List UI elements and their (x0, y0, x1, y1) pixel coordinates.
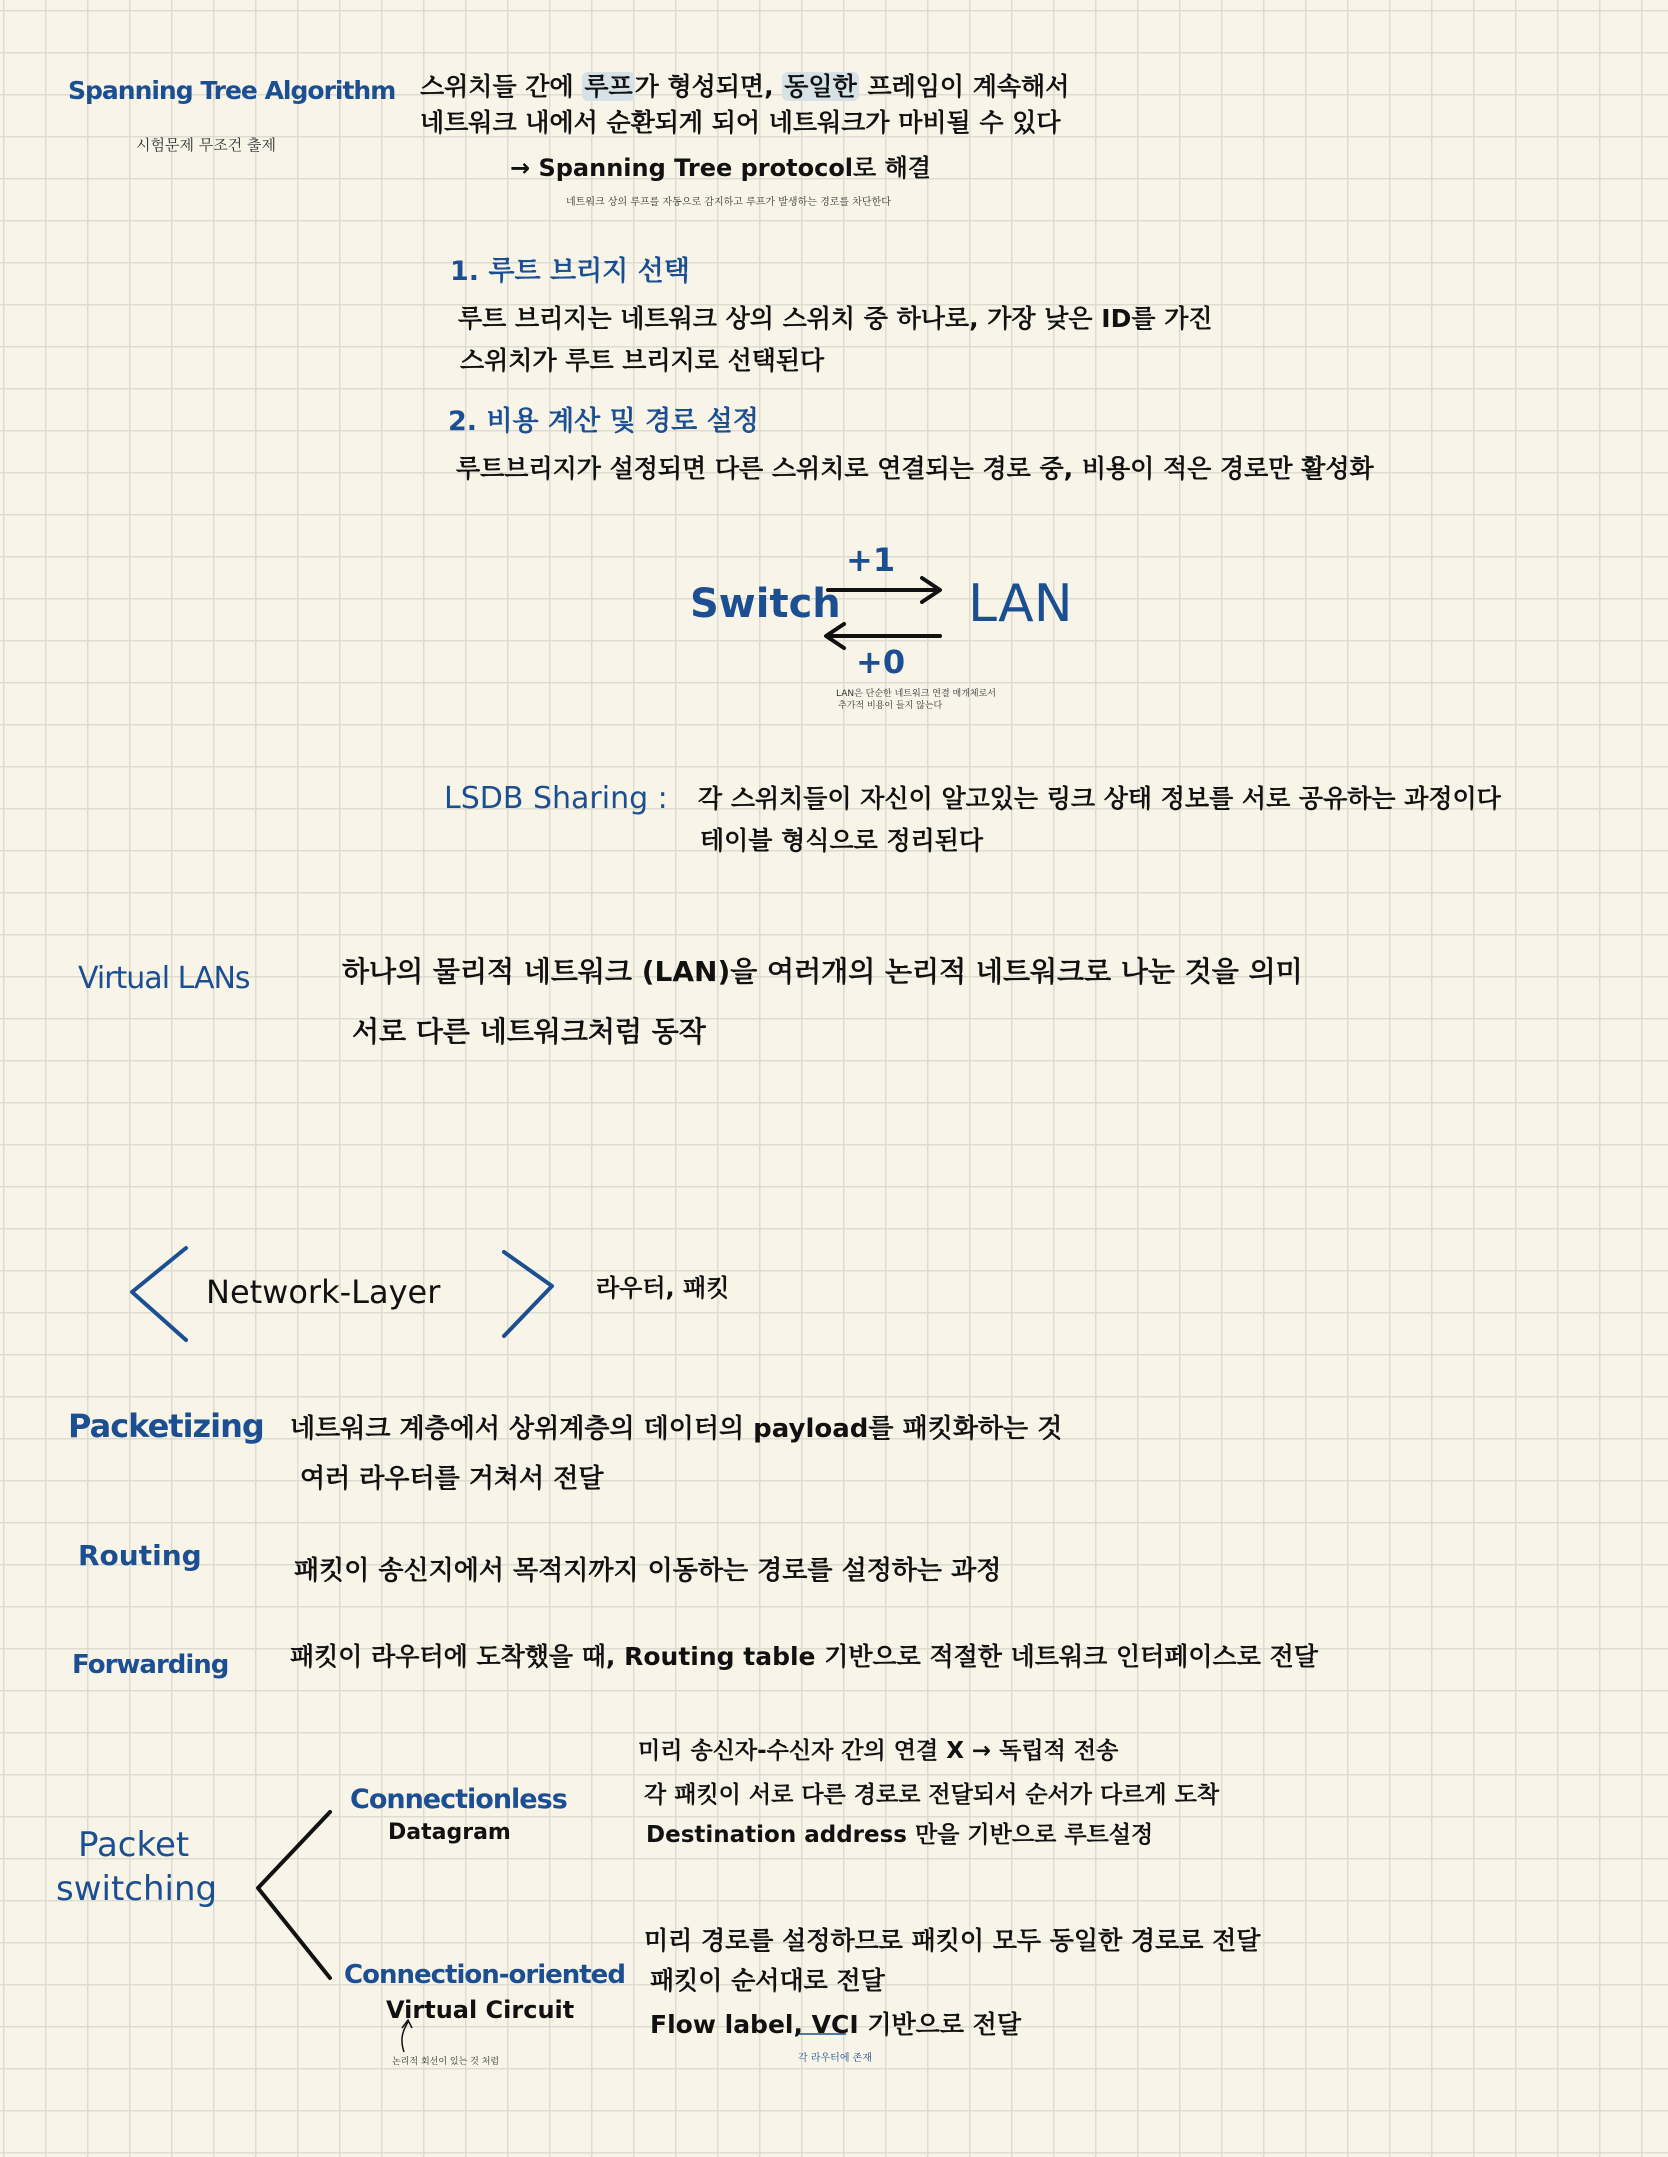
connection-oriented-line-1: 미리 경로를 설정하므로 패킷이 모두 동일한 경로로 전달 (644, 1926, 1261, 1955)
stp-title: Spanning Tree Algorithm (68, 76, 396, 105)
vlan-line-2: 서로 다른 네트워크처럼 동작 (352, 1015, 706, 1048)
diagram-switch-label: Switch (690, 581, 841, 627)
stp-arrow-line: → Spanning Tree protocol로 해결 (510, 154, 931, 182)
lsdb-line-1: 각 스위치들이 자신이 알고있는 링크 상태 정보를 서로 공유하는 과정이다 (698, 784, 1501, 813)
branch-bracket-icon (258, 1812, 330, 1978)
connectionless-subtitle: Datagram (388, 1820, 511, 1845)
connection-oriented-line-3-note: 각 라우터에 존재 (798, 2053, 872, 2064)
diagram-note-2: 추가적 비용이 들지 않는다 (838, 701, 943, 711)
connection-oriented-title: Connection-oriented (344, 1960, 625, 1990)
connection-oriented-line-3: Flow label, VCI 기반으로 전달 (650, 2010, 1021, 2039)
stp-step2-title: 2. 비용 계산 및 경로 설정 (448, 406, 759, 437)
lsdb-term: LSDB Sharing : (444, 781, 668, 816)
left-angle-bracket-icon (132, 1248, 186, 1340)
packetizing-term: Packetizing (68, 1407, 264, 1445)
stp-line-1-post: 프레임이 계속해서 (858, 72, 1070, 101)
connection-oriented-subtitle: Virtual Circuit (386, 1996, 575, 2024)
connectionless-line-2: 각 패킷이 서로 다른 경로로 전달되서 순서가 다르게 도착 (644, 1782, 1220, 1808)
stp-step1-line-2: 스위치가 루트 브리지로 선택된다 (460, 346, 825, 375)
stp-step2-line-1: 루트브리지가 설정되면 다른 스위치로 연결되는 경로 중, 비용이 적은 경로만 활성화 (456, 454, 1374, 483)
vlan-line-1: 하나의 물리적 네트워크 (LAN)을 여러개의 논리적 네트워크로 나눈 것을 의미 (342, 955, 1303, 988)
stp-exam-note: 시험문제 무조건 출제 (136, 136, 276, 154)
stp-step1-title: 1. 루트 브리지 선택 (450, 256, 690, 287)
stp-arrow-note: 네트워크 상의 루프를 자동으로 감지하고 루프가 발생하는 경로를 차단한다 (566, 197, 891, 208)
connectionless-line-3: Destination address 만을 기반으로 루트설정 (646, 1822, 1154, 1848)
routing-line-1: 패킷이 송신지에서 목적지까지 이동하는 경로를 설정하는 과정 (294, 1556, 1002, 1586)
packetizing-line-2: 여러 라우터를 거쳐서 전달 (300, 1464, 604, 1494)
diagram-lan-label: LAN (968, 574, 1073, 634)
packet-switching-term-line-1: Packet (78, 1825, 190, 1865)
lsdb-line-2: 테이블 형식으로 정리된다 (700, 826, 984, 855)
forwarding-line-1: 패킷이 라우터에 도착했을 때, Routing table 기반으로 적절한 네트워크 인터페이스로 전달 (290, 1642, 1318, 1671)
network-layer-keywords: 라우터, 패킷 (596, 1274, 730, 1302)
network-layer-heading: Network-Layer (206, 1273, 441, 1311)
packet-switching-term-line-2: switching (56, 1869, 218, 1909)
stp-highlight-loop: 루프 (584, 72, 633, 101)
connectionless-line-1: 미리 송신자-수신자 간의 연결 X → 독립적 전송 (638, 1738, 1119, 1764)
diagram-note-1: LAN은 단순한 네트워크 연결 매개체로서 (836, 689, 996, 699)
stp-highlight-same: 동일한 (784, 72, 857, 101)
stp-step1-line-1: 루트 브리지는 네트워크 상의 스위치 중 하나로, 가장 낮은 ID를 가진 (458, 304, 1213, 333)
diagram-cost-plus-zero: +0 (856, 643, 906, 681)
connectionless-title: Connectionless (350, 1784, 567, 1815)
arrow-left-icon (826, 624, 940, 648)
diagram-cost-plus-one: +1 (846, 541, 896, 579)
packetizing-line-1: 네트워크 계층에서 상위계층의 데이터의 payload를 패킷화하는 것 (290, 1414, 1063, 1444)
stp-line-2: 네트워크 내에서 순환되게 되어 네트워크가 마비될 수 있다 (420, 108, 1061, 137)
stp-line-1-pre: 스위치들 간에 (420, 72, 583, 101)
right-angle-bracket-icon (504, 1252, 552, 1336)
connection-oriented-note: 논리적 회선이 있는 것 처럼 (392, 2057, 500, 2067)
forwarding-term: Forwarding (72, 1650, 229, 1680)
vlan-term: Virtual LANs (78, 961, 250, 996)
routing-term: Routing (78, 1539, 202, 1572)
connection-oriented-line-2: 패킷이 순서대로 전달 (650, 1966, 885, 1995)
stp-line-1-mid: 가 형성되면, (634, 72, 783, 101)
arrow-right-icon (828, 578, 940, 602)
